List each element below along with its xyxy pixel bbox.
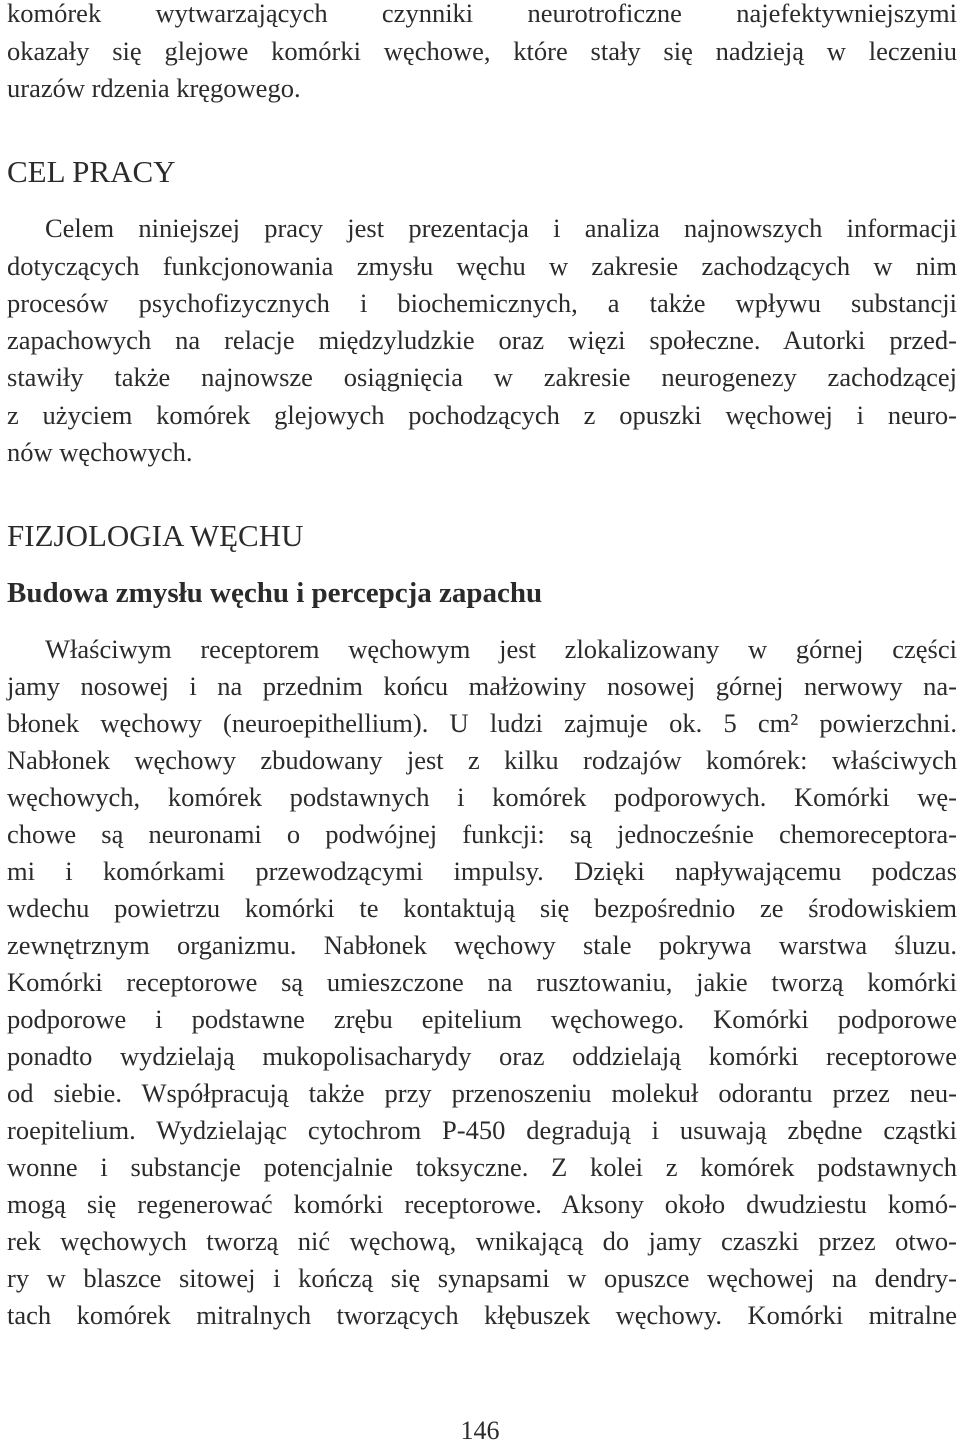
page-number: 146 xyxy=(460,1416,500,1445)
paragraph-line: procesów psychofizycznych i biochemicznych, a także wpływu substancji xyxy=(7,288,957,318)
paragraph-line: dotyczących funkcjonowania zmysłu węchu w zakresie zachodzących w nim xyxy=(7,251,957,281)
paragraph-line: z użyciem komórek glejowych pochodzących z opuszki węchowej i neuro- xyxy=(7,400,957,430)
paragraph-line: Właściwym receptorem węchowym jest zlokalizowany w górnej części xyxy=(45,634,957,664)
paragraph-line: Nabłonek węchowy zbudowany jest z kilku rodzajów komórek: właściwych xyxy=(7,745,957,775)
paragraph-line: chowe są neuronami o podwójnej funkcji: są jednocześnie chemoreceptora- xyxy=(7,819,957,849)
paragraph-line: okazały się glejowe komórki węchowe, które stały się nadzieją w leczeniu xyxy=(7,36,957,66)
paragraph-line: mogą się regenerować komórki receptorowe. Aksony około dwudziestu komó- xyxy=(7,1189,957,1219)
paragraph-line: ry w blaszce sitowej i kończą się synapsami w opuszce węchowej na dendry- xyxy=(7,1263,957,1293)
section-heading-cel-pracy: CEL PRACY xyxy=(7,154,176,189)
paragraph-line: Komórki receptorowe są umieszczone na rusztowaniu, jakie tworzą komórki xyxy=(7,967,957,997)
paragraph-line: podporowe i podstawne zrębu epitelium węchowego. Komórki podporowe xyxy=(7,1004,957,1034)
paragraph-line: ponadto wydzielają mukopolisacharydy oraz oddzielają komórki receptorowe xyxy=(7,1041,957,1071)
paragraph-line: stawiły także najnowsze osiągnięcia w zakresie neurogenezy zachodzącej xyxy=(7,362,957,392)
paragraph-line: komórek wytwarzających czynniki neurotroficzne najefektywniejszymi xyxy=(7,0,957,28)
paragraph-line: Celem niniejszej pracy jest prezentacja i analiza najnowszych informacji xyxy=(45,213,957,243)
paragraph-line: zapachowych na relacje międzyludzkie oraz więzi społeczne. Autorki przed- xyxy=(7,325,957,355)
paragraph-line: jamy nosowej i na przednim końcu małżowiny nosowej górnej nerwowy na- xyxy=(7,671,957,701)
paragraph-line: zewnętrznym organizmu. Nabłonek węchowy stale pokrywa warstwa śluzu. xyxy=(7,930,957,960)
paragraph-line: błonek węchowy (neuroepithellium). U ludzi zajmuje ok. 5 cm² powierzchni. xyxy=(7,708,957,738)
paragraph-line: nów węchowych. xyxy=(7,437,193,467)
paragraph-line: urazów rdzenia kręgowego. xyxy=(7,73,301,103)
section-heading-fizjologia-wechu: FIZJOLOGIA WĘCHU xyxy=(7,518,304,553)
subsection-heading: Budowa zmysłu węchu i percepcja zapachu xyxy=(7,577,543,609)
paragraph-line: roepitelium. Wydzielając cytochrom P-450 degradują i usuwają zbędne cząstki xyxy=(7,1115,957,1145)
paragraph-line: wonne i substancje potencjalnie toksyczne. Z kolei z komórek podstawnych xyxy=(7,1152,957,1182)
paragraph-line: węchowych, komórek podstawnych i komórek podporowych. Komórki wę- xyxy=(7,782,957,812)
paragraph-line: tach komórek mitralnych tworzących kłębuszek węchowy. Komórki mitralne xyxy=(7,1300,957,1330)
paragraph-line: wdechu powietrzu komórki te kontaktują się bezpośrednio ze środowiskiem xyxy=(7,893,957,923)
paragraph-line: rek węchowych tworzą nić węchową, wnikającą do jamy czaszki przez otwo- xyxy=(7,1226,957,1256)
paragraph-line: mi i komórkami przewodzącymi impulsy. Dzięki napływającemu podczas xyxy=(7,856,957,886)
paragraph-line: od siebie. Współpracują także przy przenoszeniu molekuł odorantu przez neu- xyxy=(7,1078,957,1108)
